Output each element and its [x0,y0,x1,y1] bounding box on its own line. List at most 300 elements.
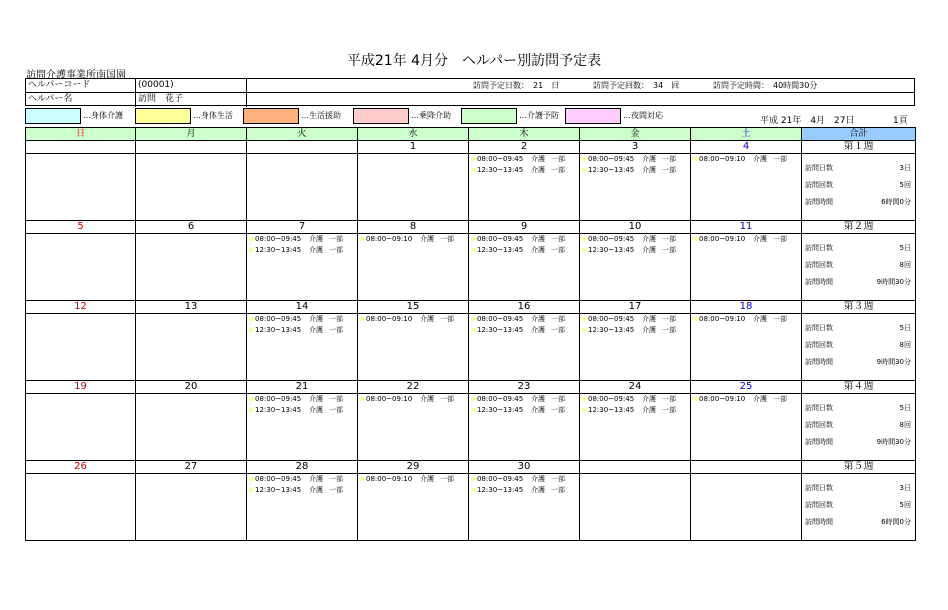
appointment-time: 12:30~13:45 [477,406,524,414]
service-color-marker [471,397,475,401]
appointment [691,234,801,245]
service-color-marker [249,477,253,481]
appointment-type: 一部 [440,395,454,403]
service-color-marker [471,248,475,252]
appointment-time: 12:30~13:45 [588,246,635,254]
service-color-marker [582,397,586,401]
legend-label: …身体生活 [193,111,233,120]
total-row-time [805,516,911,528]
day-cell [469,154,580,221]
appointment [469,474,579,485]
appointment-service: 介護 [642,235,656,243]
helper-name-value: 訪問 花子 [136,93,247,107]
day-cell [26,474,136,541]
week-body-row [26,154,916,221]
service-color-marker [693,317,697,321]
appointment [247,405,357,416]
service-color-marker [582,168,586,172]
day-cell [247,474,358,541]
date-row [26,301,916,314]
total-value-count: 8回 [899,421,911,429]
day-number [136,141,247,154]
total-row-days [805,402,911,414]
helper-info-box [25,78,915,106]
appointment [469,394,579,405]
week-totals [802,154,915,220]
day-number: 16 [469,301,580,314]
appointment-time: 08:00~09:10 [699,155,746,163]
day-number: 8 [358,221,469,234]
appointment-time: 08:00~09:10 [699,235,746,243]
day-cell [136,474,247,541]
appointment [691,394,801,405]
day-number: 25 [691,381,802,394]
total-row-time [805,356,911,368]
legend-label: …介護予防 [519,111,559,120]
week-totals-cell [802,474,916,541]
day-cell [358,234,469,301]
day-number: 23 [469,381,580,394]
service-color-marker [249,488,253,492]
appointment [580,394,690,405]
weekday-header: 火 [247,128,358,141]
service-color-marker [360,397,364,401]
appointment-service: 介護 [531,406,545,414]
legend-label: …身体介護 [83,111,123,120]
appointment-service: 介護 [642,155,656,163]
service-color-marker [249,237,253,241]
appointment [580,325,690,336]
helper-code-label: ヘルパーコード [26,79,136,93]
appointment-type: 一部 [440,235,454,243]
total-label-time: 訪問時間 [805,278,833,286]
day-number: 19 [26,381,136,394]
total-value-days: 5日 [899,244,911,252]
appointment-type: 一部 [329,246,343,254]
appointment-service: 介護 [642,406,656,414]
appointment-time: 12:30~13:45 [255,326,302,334]
appointment-type: 一部 [662,326,676,334]
service-color-marker [360,237,364,241]
day-cell [26,154,136,221]
day-cell [136,154,247,221]
appointment [247,234,357,245]
service-color-marker [471,328,475,332]
appointment-time: 08:00~09:45 [588,315,635,323]
date-row [26,141,916,154]
appointment-service: 介護 [309,475,323,483]
appointment-type: 一部 [773,155,787,163]
helper-name-label: ヘルパー名 [26,93,136,107]
appointment [691,154,801,165]
appointment [469,325,579,336]
day-number: 28 [247,461,358,474]
appointment-type: 一部 [551,315,565,323]
appointment-time: 08:00~09:45 [477,395,524,403]
day-number: 15 [358,301,469,314]
appointment-type: 一部 [551,246,565,254]
appointment-type: 一部 [662,155,676,163]
appointment [247,314,357,325]
week-totals-cell [802,234,916,301]
week-body-row [26,314,916,381]
day-cell [136,394,247,461]
day-number: 24 [580,381,691,394]
service-color-marker [471,488,475,492]
week-totals [802,234,915,300]
appointment [247,394,357,405]
total-row-days [805,242,911,254]
total-header: 合計 [802,128,916,141]
day-number: 2 [469,141,580,154]
appointment-time: 12:30~13:45 [255,406,302,414]
day-cell [580,234,691,301]
appointment-type: 一部 [551,406,565,414]
appointment-type: 一部 [551,166,565,174]
appointment-service: 介護 [420,315,434,323]
appointment-service: 介護 [531,235,545,243]
service-color-marker [471,237,475,241]
day-number: 10 [580,221,691,234]
total-label-count: 訪問回数 [805,261,833,269]
appointment-type: 一部 [662,406,676,414]
legend-swatch [135,108,191,124]
day-cell [580,474,691,541]
date-row [26,381,916,394]
total-row-days [805,482,911,494]
total-label-time: 訪問時間 [805,518,833,526]
appointment-time: 08:00~09:45 [255,315,302,323]
week-totals-cell [802,154,916,221]
appointment [469,245,579,256]
appointment-time: 08:00~09:45 [588,235,635,243]
week-totals-cell [802,394,916,461]
appointment-service: 介護 [309,326,323,334]
day-number: 17 [580,301,691,314]
day-number: 26 [26,461,136,474]
day-number: 18 [691,301,802,314]
day-cell [580,394,691,461]
planned-count: 訪問予定回数： 34 回 [593,81,680,90]
appointment-type: 一部 [551,475,565,483]
legend-swatch [461,108,517,124]
appointment-time: 12:30~13:45 [588,406,635,414]
total-label-days: 訪問日数 [805,164,833,172]
appointment-type: 一部 [662,166,676,174]
day-cell [691,154,802,221]
appointment-type: 一部 [662,235,676,243]
appointment [469,234,579,245]
appointment-service: 介護 [753,395,767,403]
total-row-days [805,162,911,174]
appointment-service: 介護 [531,395,545,403]
appointment-time: 12:30~13:45 [477,166,524,174]
day-number: 9 [469,221,580,234]
appointment-time: 12:30~13:45 [255,486,302,494]
total-label-days: 訪問日数 [805,244,833,252]
week-body-row [26,394,916,461]
total-label-time: 訪問時間 [805,358,833,366]
day-number: 21 [247,381,358,394]
total-label-count: 訪問回数 [805,181,833,189]
appointment-service: 介護 [420,235,434,243]
service-color-marker [693,157,697,161]
appointment-time: 08:00~09:10 [699,395,746,403]
appointment-time: 08:00~09:45 [255,475,302,483]
appointment-service: 介護 [642,326,656,334]
appointment-service: 介護 [309,486,323,494]
week-totals [802,474,915,540]
day-number: 12 [26,301,136,314]
day-cell [691,474,802,541]
day-cell [469,394,580,461]
appointment [247,245,357,256]
total-row-days [805,322,911,334]
appointment-service: 介護 [309,235,323,243]
total-row-count [805,339,911,351]
total-row-time [805,276,911,288]
week-totals [802,394,915,460]
day-number [691,461,802,474]
legend-label: …夜間対応 [623,111,663,120]
total-value-days: 3日 [899,164,911,172]
appointment [247,325,357,336]
appointment-time: 08:00~09:10 [699,315,746,323]
day-number [247,141,358,154]
day-cell [469,474,580,541]
total-label-count: 訪問回数 [805,501,833,509]
appointment-type: 一部 [551,235,565,243]
day-cell [358,474,469,541]
day-cell [247,154,358,221]
day-number: 1 [358,141,469,154]
day-cell [580,154,691,221]
appointment-service: 介護 [642,395,656,403]
total-value-count: 8回 [899,261,911,269]
appointment-service: 介護 [420,395,434,403]
appointment [358,234,468,245]
planned-days: 訪問予定日数： 21 日 [473,81,560,90]
appointment [358,394,468,405]
legend-swatch [25,108,81,124]
appointment-service: 介護 [420,475,434,483]
appointment-time: 08:00~09:45 [477,315,524,323]
day-number: 11 [691,221,802,234]
appointment-time: 08:00~09:45 [588,155,635,163]
legend-label: …乗降介助 [411,111,451,120]
service-color-marker [249,397,253,401]
service-color-marker [471,477,475,481]
day-cell [26,234,136,301]
service-color-marker [360,477,364,481]
service-color-marker [471,157,475,161]
service-color-marker [582,237,586,241]
appointment-type: 一部 [329,486,343,494]
total-label-days: 訪問日数 [805,484,833,492]
day-cell [26,314,136,381]
appointment [469,314,579,325]
total-row-count [805,419,911,431]
appointment-time: 08:00~09:10 [366,395,413,403]
week-totals [802,314,915,380]
day-cell [469,234,580,301]
appointment-type: 一部 [551,326,565,334]
weekday-header: 木 [469,128,580,141]
day-number: 20 [136,381,247,394]
appointment-service: 介護 [531,326,545,334]
appointment-type: 一部 [440,475,454,483]
day-cell [580,314,691,381]
appointment-time: 08:00~09:10 [366,475,413,483]
appointment [358,314,468,325]
appointment [580,245,690,256]
appointment-time: 12:30~13:45 [477,246,524,254]
appointment-service: 介護 [309,406,323,414]
total-value-time: 6時間0分 [881,198,911,206]
weekday-header: 土 [691,128,802,141]
appointment-type: 一部 [662,395,676,403]
date-row [26,221,916,234]
appointment-time: 08:00~09:10 [366,235,413,243]
week-label: 第２週 [802,221,916,234]
appointment [580,154,690,165]
appointment-service: 介護 [531,475,545,483]
appointment-time: 08:00~09:45 [588,395,635,403]
total-value-days: 5日 [899,324,911,332]
office-name: 訪問介護事業所南国園 [26,70,126,81]
total-row-count [805,179,911,191]
appointment-time: 12:30~13:45 [588,166,635,174]
week-totals-cell [802,314,916,381]
appointment [580,165,690,176]
appointment-type: 一部 [329,475,343,483]
appointment [247,485,357,496]
appointment-service: 介護 [531,315,545,323]
service-color-marker [582,157,586,161]
day-number: 27 [136,461,247,474]
appointment-service: 介護 [309,395,323,403]
appointment [580,405,690,416]
appointment-service: 介護 [753,315,767,323]
day-number: 3 [580,141,691,154]
page-title: 平成21年 4月分 ヘルパー別訪問予定表 [346,53,602,69]
weekday-header: 金 [580,128,691,141]
visit-summary [247,79,914,93]
appointment-service: 介護 [753,155,767,163]
total-label-days: 訪問日数 [805,324,833,332]
week-label: 第３週 [802,301,916,314]
appointment [469,165,579,176]
weekday-header-row [26,128,916,141]
total-label-count: 訪問回数 [805,341,833,349]
appointment-time: 08:00~09:45 [255,395,302,403]
appointment-time: 12:30~13:45 [477,326,524,334]
appointment-type: 一部 [329,395,343,403]
appointment-service: 介護 [642,315,656,323]
service-color-marker [693,237,697,241]
appointment-type: 一部 [662,246,676,254]
legend-label: …生活援助 [301,111,341,120]
day-number [26,141,136,154]
day-cell [691,234,802,301]
page-number: 1頁 [893,116,908,126]
day-number: 5 [26,221,136,234]
service-color-marker [249,408,253,412]
total-value-time: 6時間0分 [881,518,911,526]
issue-date: 平成 21年 4月 27日 [760,116,855,126]
appointment-service: 介護 [531,246,545,254]
total-label-count: 訪問回数 [805,421,833,429]
total-value-count: 8回 [899,341,911,349]
service-color-marker [249,328,253,332]
day-cell [358,394,469,461]
legend-swatch [243,108,299,124]
day-cell [136,234,247,301]
week-label: 第４週 [802,381,916,394]
total-value-count: 5回 [899,501,911,509]
day-cell [26,394,136,461]
day-cell [136,314,247,381]
day-cell [247,314,358,381]
appointment-type: 一部 [329,315,343,323]
appointment-time: 12:30~13:45 [588,326,635,334]
week-body-row [26,474,916,541]
day-number: 13 [136,301,247,314]
service-color-marker [471,317,475,321]
appointment [469,405,579,416]
appointment [469,154,579,165]
service-color-marker [693,397,697,401]
total-label-time: 訪問時間 [805,438,833,446]
total-row-count [805,259,911,271]
service-color-marker [582,328,586,332]
week-label: 第５週 [802,461,916,474]
appointment-service: 介護 [309,315,323,323]
legend-swatch [565,108,621,124]
appointment-time: 12:30~13:45 [477,486,524,494]
appointment-type: 一部 [440,315,454,323]
appointment [358,474,468,485]
appointment-type: 一部 [773,395,787,403]
appointment-type: 一部 [329,406,343,414]
day-number: 7 [247,221,358,234]
appointment-service: 介護 [531,486,545,494]
total-value-count: 5回 [899,181,911,189]
appointment [469,485,579,496]
appointment-type: 一部 [329,326,343,334]
appointment-type: 一部 [662,315,676,323]
appointment-time: 08:00~09:45 [255,235,302,243]
schedule-calendar [25,127,916,541]
day-number: 29 [358,461,469,474]
day-cell [247,394,358,461]
appointment-time: 08:00~09:45 [477,155,524,163]
service-color-marker [249,317,253,321]
total-label-days: 訪問日数 [805,404,833,412]
week-label: 第１週 [802,141,916,154]
total-value-time: 9時間30分 [876,358,911,366]
appointment-service: 介護 [309,246,323,254]
appointment-time: 08:00~09:10 [366,315,413,323]
weekday-header: 水 [358,128,469,141]
service-color-marker [582,248,586,252]
day-cell [358,314,469,381]
appointment [580,314,690,325]
appointment [691,314,801,325]
weekday-header: 日 [26,128,136,141]
total-value-days: 3日 [899,484,911,492]
appointment-type: 一部 [329,235,343,243]
